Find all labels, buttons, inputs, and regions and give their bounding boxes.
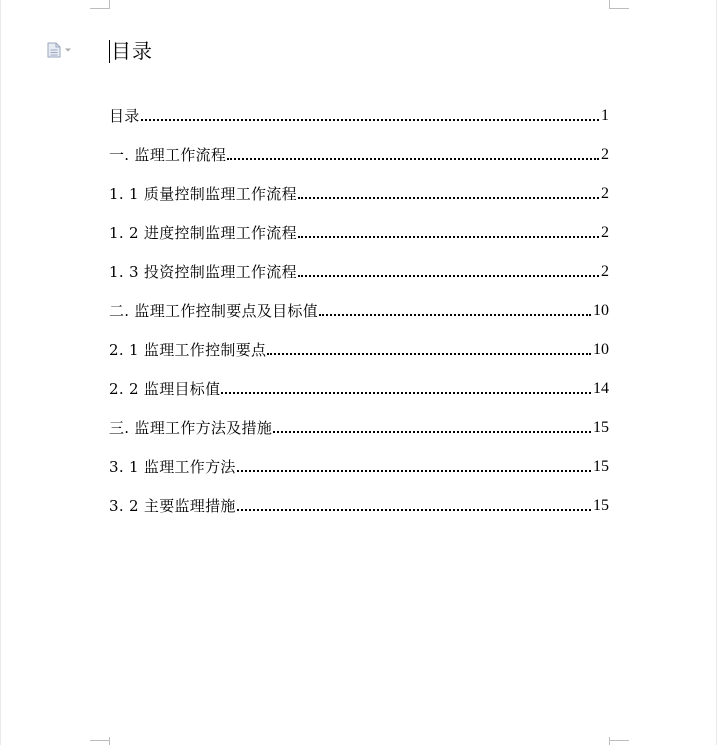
crop-mark: [609, 740, 629, 741]
toc-entry-page: 10: [593, 302, 609, 319]
toc-entry-page: 15: [593, 497, 609, 514]
toc-entry-title: 2. 1 监理工作控制要点: [109, 341, 267, 359]
toc-leader-dots: [141, 119, 599, 121]
toc-entry[interactable]: [109, 258, 609, 282]
toc-entry[interactable]: [109, 414, 609, 438]
toc-leader-dots: [319, 314, 591, 316]
toc-entry[interactable]: [109, 180, 609, 204]
toc-entry-title: 二. 监理工作控制要点及目标值: [109, 302, 319, 320]
toc-entry-title: 3. 1 监理工作方法: [109, 458, 236, 476]
crop-mark: [609, 0, 610, 8]
toc-leader-dots: [273, 431, 591, 433]
toc-leader-dots: [237, 470, 591, 472]
toc-entry-title: 目录: [109, 107, 140, 125]
crop-mark: [109, 737, 110, 745]
toc-entry-page: 14: [593, 380, 609, 397]
text-cursor: [109, 40, 110, 63]
crop-mark: [109, 0, 110, 8]
toc-entry-title: 一. 监理工作流程: [109, 146, 227, 164]
toc-leader-dots: [267, 353, 591, 355]
toc-entry[interactable]: [109, 102, 609, 126]
toc-entry-page: 2: [601, 263, 609, 280]
toc-leader-dots: [237, 509, 591, 511]
toc-leader-dots: [298, 275, 599, 277]
crop-mark: [90, 8, 110, 9]
toc-entry-title: 1. 1 质量控制监理工作流程: [109, 185, 297, 203]
toc-leader-dots: [227, 158, 599, 160]
toc-entry-page: 15: [593, 458, 609, 475]
toc-entry-title: 3. 2 主要监理措施: [109, 497, 236, 515]
file-icon: [47, 42, 61, 58]
toc-entry-page: 2: [601, 146, 609, 163]
toc-leader-dots: [298, 197, 599, 199]
toc-entry-page: 10: [593, 341, 609, 358]
toc-entry[interactable]: [109, 375, 609, 399]
toc-heading: 目录: [111, 39, 153, 63]
toc-entry-page: 1: [601, 107, 609, 124]
crop-mark: [609, 737, 610, 745]
toc-entry-title: 2. 2 监理目标值: [109, 380, 221, 398]
toc-entry[interactable]: [109, 453, 609, 477]
toc-entry-title: 三. 监理工作方法及措施: [109, 419, 273, 437]
toc-entry[interactable]: [109, 492, 609, 516]
toc-leader-dots: [221, 392, 591, 394]
toc-entry-page: 15: [593, 419, 609, 436]
toc-entry[interactable]: [109, 297, 609, 321]
toc-leader-dots: [298, 236, 599, 238]
toc-entry-page: 2: [601, 224, 609, 241]
toc-entry-page: 2: [601, 185, 609, 202]
crop-mark: [609, 8, 629, 9]
toc-entry[interactable]: [109, 336, 609, 360]
chevron-down-icon: [64, 47, 72, 53]
toc-entry-title: 1. 3 投资控制监理工作流程: [109, 263, 297, 281]
document-icon[interactable]: [47, 42, 77, 58]
toc-entry-title: 1. 2 进度控制监理工作流程: [109, 224, 297, 242]
toc-entry[interactable]: [109, 219, 609, 243]
crop-mark: [90, 740, 110, 741]
toc-entry[interactable]: [109, 141, 609, 165]
